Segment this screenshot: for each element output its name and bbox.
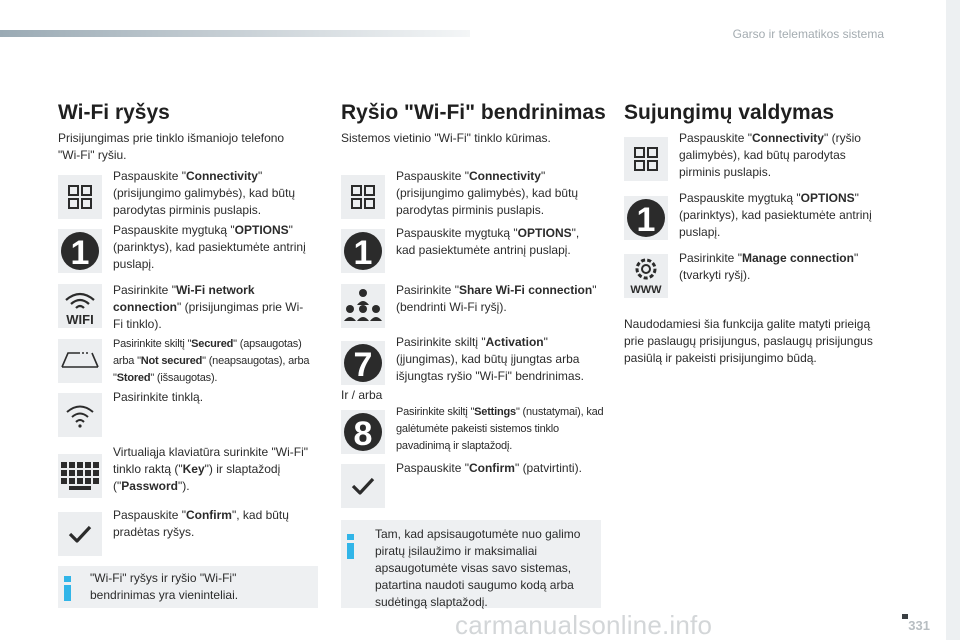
col3-step1-text: Paspauskite "Connectivity" (ryšio galimybės), kad būtų parodytas pirminis puslapis. [679, 131, 861, 179]
svg-text:8: 8 [353, 415, 373, 452]
watermark: carmanualsonline.info [455, 610, 713, 640]
col2-info-box [341, 520, 601, 608]
col3-title: Sujungimų valdymas [624, 101, 835, 124]
col2-step6-text: Paspauskite "Confirm" (patvirtinti). [396, 461, 582, 475]
col2-step1-text: Paspauskite "Connectivity" (prisijungimo galimybės), kad būtų parodytas pirminis puslapis. [396, 169, 579, 217]
col2-step4-text: Pasirinkite skiltį "Activation" (įjungimas), kad būtų įjungtas arba išjungtas ryšio "Wi-Fi" bendrinimas. [396, 335, 584, 383]
col3-step2-text: Paspauskite mygtuką "OPTIONS" (parinktys), kad pasiektumėte antrinį puslapį. [679, 191, 872, 239]
wifi-label-icon [58, 284, 102, 328]
keyboard-icon [58, 454, 102, 498]
col1-step5-text: Pasirinkite tinklą. [113, 390, 204, 404]
svg-text:1: 1 [353, 234, 373, 271]
number-1-badge [624, 196, 668, 240]
number-8-badge [341, 410, 385, 454]
col2-step5-text: Pasirinkite skiltį "Settings" (nustatymai), kad galėtumėte pakeisti sistemos tinklo pavadinimą ir slaptažodį. [396, 406, 604, 452]
col1-step3-text: Pasirinkite "Wi-Fi network connection" (prisijungimas prie Wi-Fi tinklo). [113, 283, 304, 331]
svg-text:1: 1 [636, 201, 656, 238]
svg-text:1: 1 [70, 234, 90, 271]
svg-text:WIFI: WIFI [66, 312, 94, 326]
checkmark-icon [341, 464, 385, 508]
svg-text:7: 7 [353, 346, 373, 383]
col2-title: Ryšio "Wi-Fi" bendrinimas [341, 101, 606, 124]
col1-step2-text: Paspauskite mygtuką "OPTIONS" (parinktys), kad pasiektumėte antrinį puslapį. [113, 223, 306, 271]
grid-apps-icon [58, 175, 102, 219]
checkmark-icon [58, 512, 102, 556]
col2-intro: Sistemos vietinio "Wi-Fi" tinklo kūrimas. [341, 131, 551, 145]
number-7-badge [341, 341, 385, 385]
filter-tab-icon [58, 339, 102, 383]
col2-step2-text: Paspauskite mygtuką "OPTIONS", kad pasiektumėte antrinį puslapį. [396, 226, 580, 257]
col1-intro: Prisijungimas prie tinklo išmaniojo telefono "Wi-Fi" ryšiu. [58, 131, 285, 162]
col1-step7-text: Paspauskite "Confirm", kad būtų pradėtas ryšys. [113, 508, 289, 539]
col1-step6-text: Virtualiąja klaviatūra surinkite "Wi-Fi" tinklo raktą ("Key") ir slaptažodį ("Password"). [113, 445, 309, 493]
gear-www-icon [624, 254, 668, 298]
col2-step3-text: Pasirinkite "Share Wi-Fi connection" (bendrinti Wi-Fi ryšį). [396, 283, 597, 314]
col3-step3-text: Pasirinkite "Manage connection" (tvarkyti ryšį). [679, 251, 859, 282]
grid-apps-icon [341, 175, 385, 219]
info-icon [64, 576, 71, 601]
col1-title: Wi-Fi ryšys [58, 101, 170, 124]
col1-step1-text: Paspauskite "Connectivity" (prisijungimo galimybės), kad būtų parodytas pirminis puslapis. [113, 169, 296, 217]
number-1-badge [58, 229, 102, 273]
col1-info-box [58, 566, 318, 608]
or-label: Ir / arba [341, 388, 383, 402]
page-marker [902, 614, 908, 619]
col1-info-text: "Wi-Fi" ryšys ir ryšio "Wi-Fi" bendrinimas yra vieninteliai. [90, 571, 239, 602]
header-bar [0, 30, 470, 37]
page-number: 331 [908, 618, 930, 633]
share-people-icon [341, 284, 385, 328]
col2-info-text: Tam, kad apsisaugotumėte nuo galimo piratų įsilaužimo ir maksimaliai apsaugotumėte visas savo sistemas, patartina naudoti saugumo kodą arba sudėtingą slaptažodį. [375, 527, 581, 609]
col3-outro: Naudodamiesi šia funkcija galite matyti prieigą prie paslaugų prisijungus, paslaugų prisijungus pasiūlą ir pakeisti prisijungimo būdą. [624, 317, 873, 365]
svg-text:WWW: WWW [630, 284, 662, 296]
number-1-badge [341, 229, 385, 273]
col1-step4-text: Pasirinkite skiltį "Secured" (apsaugotas) arba "Not secured" (neapsaugotas), arba "Stored" (išsaugotas). [113, 338, 310, 384]
grid-apps-icon [624, 137, 668, 181]
section-title: Garso ir telematikos sistema [732, 27, 884, 41]
info-icon [347, 534, 354, 559]
side-strip [946, 0, 960, 640]
wifi-signal-icon [58, 393, 102, 437]
